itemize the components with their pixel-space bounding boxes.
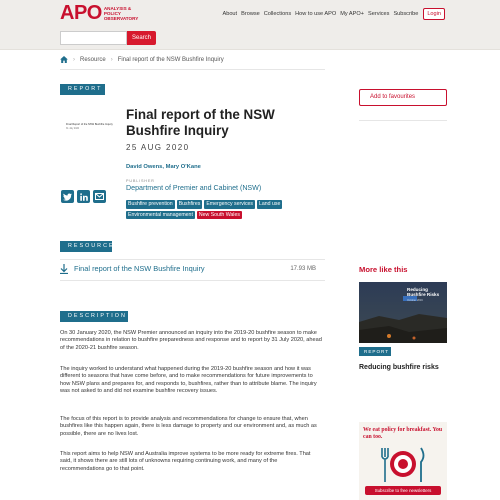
divider [60, 69, 325, 70]
nav-services[interactable]: Services [367, 11, 390, 17]
related-title-link[interactable]: Reducing bushfire risks [359, 364, 439, 371]
divider [60, 280, 325, 281]
resource-size: 17.93 MB [290, 266, 316, 272]
breadcrumb-current: Final report of the NSW Bushfire Inquiry [117, 56, 224, 63]
description-paragraph: This report aims to help NSW and Australia improve systems to be more ready for extreme fires. That said, it shows there are still lots of unknowns requiring continuing work, and many of the recommendations go to that point. [60, 451, 311, 472]
add-to-favourites-button[interactable]: Add to favourites [359, 89, 447, 106]
breadcrumb [60, 56, 224, 63]
nav-about[interactable]: About [222, 11, 238, 17]
subscribe-newsletter-button[interactable]: Subscribe to free newsletters [365, 486, 441, 495]
tag-list [126, 200, 326, 219]
related-report-image[interactable] [359, 282, 447, 343]
divider [60, 259, 325, 260]
tag-emergency-services[interactable]: Emergency services [206, 201, 254, 207]
thumb-title: Final Report of the NSW Bushfire Inquiry [66, 123, 113, 126]
page-title: Final report of the NSW Bushfire Inquiry [126, 107, 275, 138]
search-input[interactable] [60, 31, 127, 45]
chevron-right-icon: › [110, 56, 113, 63]
nav-collections[interactable]: Collections [263, 11, 292, 17]
publisher-link[interactable]: Department of Premier and Cabinet (NSW) [126, 184, 262, 192]
description-paragraph: On 30 January 2020, the NSW Premier announced an inquiry into the 2019-20 bushfire season to make recommendations in relation to bushfire preparedness and response and to report by 31 July 2020, ahead of the 2020-21 bushfire season. [60, 330, 322, 351]
ad-text: We eat policy for breakfast. You can too. [363, 427, 443, 440]
tag-land-use[interactable]: Land use [259, 201, 281, 207]
more-like-heading: More like this [359, 265, 408, 274]
tag-bushfires[interactable]: Bushfires [178, 201, 201, 207]
newsletter-ad[interactable] [359, 422, 447, 500]
login-button[interactable]: Login [423, 8, 445, 20]
tag-environmental-management[interactable]: Environmental management [128, 211, 193, 218]
report-thumbnail[interactable] [60, 110, 116, 172]
plate-cutlery-icon [379, 442, 427, 484]
search-button[interactable]: Search [127, 31, 156, 45]
authors[interactable]: David Owens, Mary O'Kane [126, 164, 201, 170]
download-icon[interactable] [60, 264, 68, 274]
related-image-subtitle: October 2019 [407, 299, 423, 302]
linkedin-icon[interactable] [77, 190, 90, 203]
breadcrumb-resource[interactable]: Resource [80, 56, 106, 63]
description-paragraph: The inquiry worked to understand what happened during the 2019-20 bushfire season and how it was different to seasons that have come before, and to make recommendations for future improvements to how NSW plans and prepares for, and responds to, bushfires, rather than to attribute blame. The inquiry was not asked to and did not examine bushfire recovery issues. [60, 366, 317, 395]
tag-bushfire-prevention[interactable]: Bushfire prevention [128, 201, 173, 207]
main-nav [222, 8, 445, 20]
related-type-badge: REPORT [359, 347, 391, 356]
nav-how-to-use[interactable]: How to use APO [295, 11, 337, 17]
related-image-title: Reducing Bushfire Risks [407, 287, 440, 297]
twitter-icon[interactable] [61, 190, 74, 203]
publisher-label: PUBLISHER [126, 179, 155, 183]
nav-subscribe[interactable]: Subscribe [393, 11, 419, 17]
tag-new-south-wales[interactable]: New South Wales [198, 211, 240, 218]
divider [359, 120, 447, 121]
resources-section-label: RESOURCES [60, 241, 112, 252]
resource-item[interactable] [60, 263, 316, 278]
share-buttons [61, 190, 106, 203]
logo-subtitle: ANALYSIS & POLICY OBSERVATORY [103, 5, 139, 21]
chevron-right-icon: › [73, 56, 75, 63]
description-section-label: DESCRIPTION [60, 311, 128, 322]
home-icon[interactable] [60, 56, 68, 63]
nav-browse[interactable]: Browse [241, 11, 260, 17]
logo-text: APO [60, 2, 102, 24]
search-bar [0, 27, 500, 50]
publish-date: 25 AUG 2020 [126, 143, 190, 152]
site-header [0, 0, 500, 27]
description-paragraph: The focus of this report is to provide analysis and recommendations for change to ensure that, when bushfires like this happen again, there is less damage to property and our environment and, as much as possible, there are no lives lost. [60, 416, 317, 437]
email-icon[interactable] [93, 190, 106, 203]
report-section-label: REPORT [60, 84, 105, 95]
nav-my-apo[interactable]: My APO+ [340, 11, 364, 17]
apo-logo[interactable] [60, 3, 148, 23]
resource-link[interactable]: Final report of the NSW Bushfire Inquiry [74, 264, 205, 273]
thumb-subtitle: 31 July 2020 [66, 128, 80, 130]
